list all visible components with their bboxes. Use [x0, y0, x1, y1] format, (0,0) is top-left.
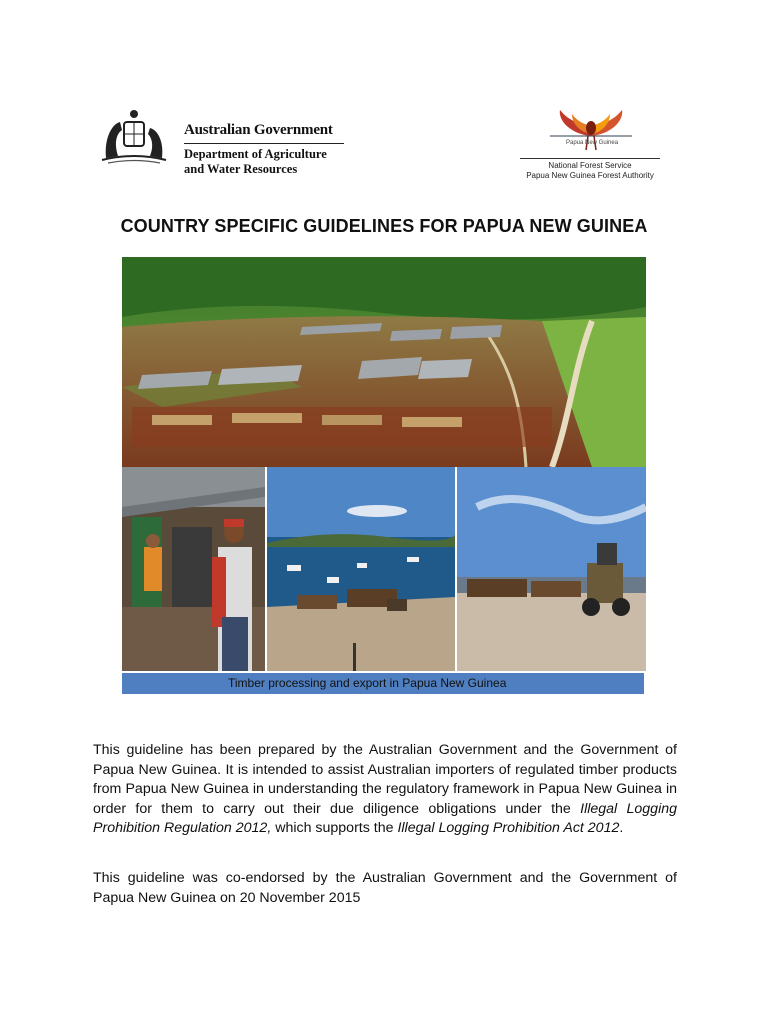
au-dept-line1: Department of Agriculture	[184, 147, 327, 161]
coat-of-arms-icon	[98, 108, 170, 166]
bird-of-paradise-icon	[550, 106, 632, 154]
log-yard-loader-photo	[457, 467, 646, 671]
png-small-text: Papua New Guinea	[566, 140, 619, 146]
intro-text-a: This guideline has been prepared by the Australian Government and the Government of Papua New Guinea. It is intended to assist Australian importers of regulated timber products from Papua New Guinea in understanding the regulatory framework in Papua New Guinea in order for them to carry out their due diligence obligations under the	[93, 742, 677, 817]
png-authority-name: Papua New Guinea Forest Authority	[526, 171, 654, 180]
png-service-name: National Forest Service	[548, 161, 632, 170]
aerial-timber-yard-photo	[122, 257, 646, 467]
photo-caption: Timber processing and export in Papua New Guinea	[228, 676, 507, 690]
sawmill-workers-photo	[122, 467, 265, 671]
png-forest-authority-logo	[506, 106, 674, 182]
png-divider	[520, 158, 660, 159]
photo-caption-bar	[122, 673, 644, 694]
harbour-log-export-photo	[267, 467, 455, 671]
photo-strip	[122, 467, 646, 671]
au-dept-line2: and Water Resources	[184, 162, 298, 176]
au-gov-name: Australian Government	[184, 122, 333, 138]
regulation-name: Illegal Logging Prohibition Regulation 2012,	[93, 800, 677, 836]
australian-government-logo	[98, 108, 358, 180]
intro-paragraph	[93, 741, 677, 839]
intro-text-c: .	[619, 820, 624, 836]
intro-text-b: which supports the	[271, 820, 398, 836]
au-divider	[184, 143, 344, 144]
act-name: Illegal Logging Prohibition Act 2012	[397, 820, 620, 836]
document-title: COUNTRY SPECIFIC GUIDELINES FOR PAPUA NEW GUINEA	[120, 216, 648, 236]
endorsement-paragraph: This guideline was co-endorsed by the Australian Government and the Government of Papua New Guinea on 20 November 2015	[93, 870, 677, 906]
